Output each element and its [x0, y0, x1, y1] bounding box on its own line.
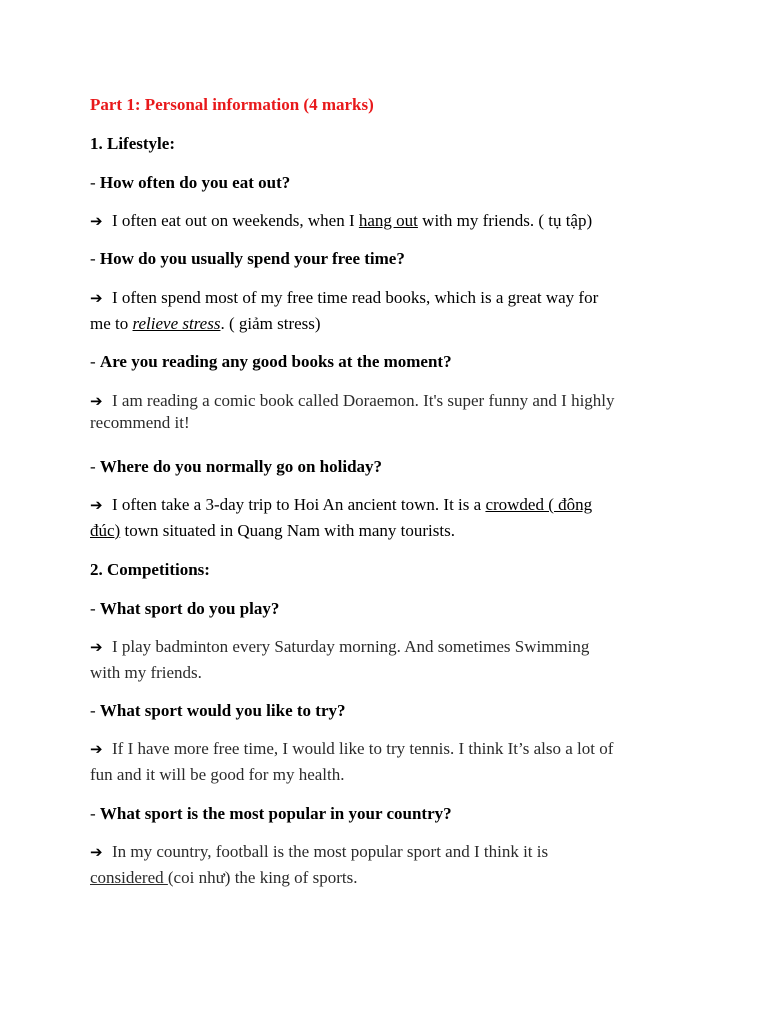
answer-text: I play badminton every Saturday morning. And sometimes Swimming: [112, 637, 590, 656]
answer-free-time-line-2: [90, 311, 321, 337]
answer-sport-popular-line-2: [90, 865, 357, 891]
answer-sport-try-line-2: fun and it will be good for my health.: [90, 765, 345, 784]
arrow-right-icon: ➔: [90, 212, 103, 230]
question-dash: -: [90, 701, 100, 720]
answer-text: me to: [90, 314, 133, 333]
answer-underlined-term: hang out: [358, 211, 418, 230]
answer-text: town situated in Quang Nam with many tourists.: [120, 521, 455, 540]
answer-text: I often spend most of my free time read books, which is a great way for: [112, 288, 599, 307]
question-free-time: [90, 246, 405, 272]
answer-text: I am reading a comic book called Doraemon. It's super funny and I highly: [112, 391, 615, 410]
question-text: What sport would you like to try?: [99, 701, 346, 720]
question-dash: -: [90, 457, 100, 476]
question-dash: -: [90, 352, 100, 371]
arrow-right-icon: ➔: [90, 392, 103, 410]
question-sport-popular: [90, 801, 452, 827]
section-heading-lifestyle: 1. Lifestyle:: [90, 134, 175, 153]
answer-text: with my friends. ( tụ tập): [417, 211, 593, 230]
answer-text: In my country, football is the most popular sport and I think it is: [112, 842, 549, 861]
answer-underlined-term: relieve stress: [132, 314, 221, 333]
answer-eat-out: [90, 208, 592, 234]
question-text: How often do you eat out?: [99, 173, 291, 192]
question-text: Are you reading any good books at the moment?: [99, 352, 452, 371]
answer-underlined-term: crowded ( đông: [485, 495, 593, 514]
answer-sport-try-line-1: [90, 736, 613, 762]
arrow-right-icon: ➔: [90, 289, 103, 307]
question-dash: -: [90, 804, 100, 823]
answer-reading-line-2: recommend it!: [90, 413, 190, 432]
answer-holiday-line-2: [90, 518, 455, 544]
answer-text: I often eat out on weekends, when I: [112, 211, 359, 230]
answer-text: . ( giảm stress): [220, 314, 321, 333]
question-dash: -: [90, 173, 100, 192]
answer-underlined-term: considered: [90, 868, 168, 887]
arrow-right-icon: ➔: [90, 496, 103, 514]
answer-text: (coi như) the king of sports.: [167, 868, 358, 887]
question-text: What sport do you play?: [99, 599, 280, 618]
answer-holiday-line-1: [90, 492, 592, 518]
arrow-right-icon: ➔: [90, 638, 103, 656]
question-holiday: [90, 454, 382, 480]
question-reading: [90, 349, 452, 375]
answer-text: If I have more free time, I would like to try tennis. I think It’s also a lot of: [112, 739, 614, 758]
question-sport-play: [90, 596, 279, 622]
answer-free-time-line-1: [90, 285, 598, 311]
question-dash: -: [90, 249, 100, 268]
question-eat-out: [90, 170, 290, 196]
question-dash: -: [90, 599, 100, 618]
question-sport-try: [90, 698, 346, 724]
answer-text: I often take a 3-day trip to Hoi An ancient town. It is a: [112, 495, 486, 514]
section-heading-competitions: 2. Competitions:: [90, 560, 210, 579]
answer-sport-play-line-2: with my friends.: [90, 663, 202, 682]
document-title: Part 1: Personal information (4 marks): [90, 95, 374, 114]
answer-sport-play-line-1: [90, 634, 589, 660]
question-text: What sport is the most popular in your country?: [99, 804, 452, 823]
arrow-right-icon: ➔: [90, 740, 103, 758]
arrow-right-icon: ➔: [90, 843, 103, 861]
answer-sport-popular-line-1: [90, 839, 548, 865]
answer-underlined-term: đúc): [90, 521, 121, 540]
question-text: Where do you normally go on holiday?: [99, 457, 383, 476]
question-text: How do you usually spend your free time?: [99, 249, 405, 268]
